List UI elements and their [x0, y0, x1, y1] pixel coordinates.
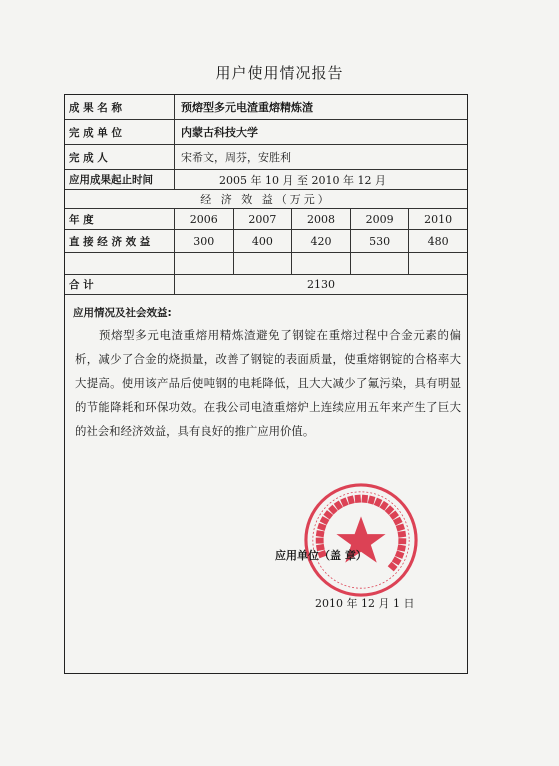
empty-label-cell: [65, 253, 175, 274]
people-label: 完 成 人: [65, 145, 175, 169]
empty-cell: [409, 253, 467, 274]
row-total: [65, 275, 467, 295]
benefit-value-cell: 480: [427, 234, 449, 248]
report-form: [64, 94, 468, 674]
direct-benefit-label: 直 接 经 济 效 益: [65, 230, 175, 252]
result-name-value: 预熔型多元电渣重熔精炼渣: [181, 101, 313, 114]
row-direct-benefit: [65, 230, 467, 253]
empty-cell: [175, 253, 234, 274]
benefit-heading: 经 济 效 益（万元）: [200, 193, 332, 206]
unit-value: 内蒙古科技大学: [181, 126, 258, 139]
signature-label: 应用单位（盖 章）: [275, 549, 367, 562]
row-empty: [65, 253, 467, 275]
row-years: [65, 209, 467, 230]
empty-cell: [351, 253, 410, 274]
unit-label: 完 成 单 位: [65, 120, 175, 144]
empty-cell: [292, 253, 351, 274]
row-people: [65, 145, 467, 170]
row-unit: [65, 120, 467, 145]
people-value: 宋希文，周芬，安胜利: [181, 151, 291, 164]
page-title: 用户使用情况报告: [215, 64, 344, 82]
year-cell: 2010: [424, 212, 453, 226]
row-benefit-heading: [65, 190, 467, 209]
row-period: [65, 170, 467, 190]
benefit-value-cell: 420: [292, 230, 351, 252]
year-cell: 2006: [175, 209, 234, 229]
remarks-title: 应用情况及社会效益:: [73, 307, 172, 319]
year-cell: 2009: [351, 209, 410, 229]
benefit-value-cell: 530: [351, 230, 410, 252]
year-cell: 2007: [234, 209, 293, 229]
period-label: 应用成果起止时间: [65, 170, 175, 189]
remarks-body: 预熔型多元电渣重熔用精炼渣避免了钢锭在重熔过程中合金元素的偏析，减少了合金的烧损量，改善了钢锭的表面质量，使重熔钢锭的合格率大大提高。使用该产品后使吨钢的电耗降低，且大大减少了氟污染，具有明显的节能降耗和环保功效。在我公司电渣重熔炉上连续应用五年来产生了巨大的社会和经济效益，具有良好的推广应用价值。: [75, 328, 461, 438]
signature-date: 2010 年 12 月 1 日: [315, 597, 415, 610]
row-result-name: [65, 95, 467, 120]
benefit-value-cell: 300: [175, 230, 234, 252]
official-seal-icon: [302, 481, 420, 599]
year-label: 年 度: [65, 209, 175, 229]
result-name-label: 成 果 名 称: [65, 95, 175, 119]
period-value: 2005 年 10 月 至 2010 年 12 月: [219, 173, 386, 187]
total-label: 合 计: [65, 275, 175, 294]
total-value: 2130: [307, 278, 335, 291]
empty-cell: [234, 253, 293, 274]
benefit-value-cell: 400: [234, 230, 293, 252]
year-cell: 2008: [292, 209, 351, 229]
